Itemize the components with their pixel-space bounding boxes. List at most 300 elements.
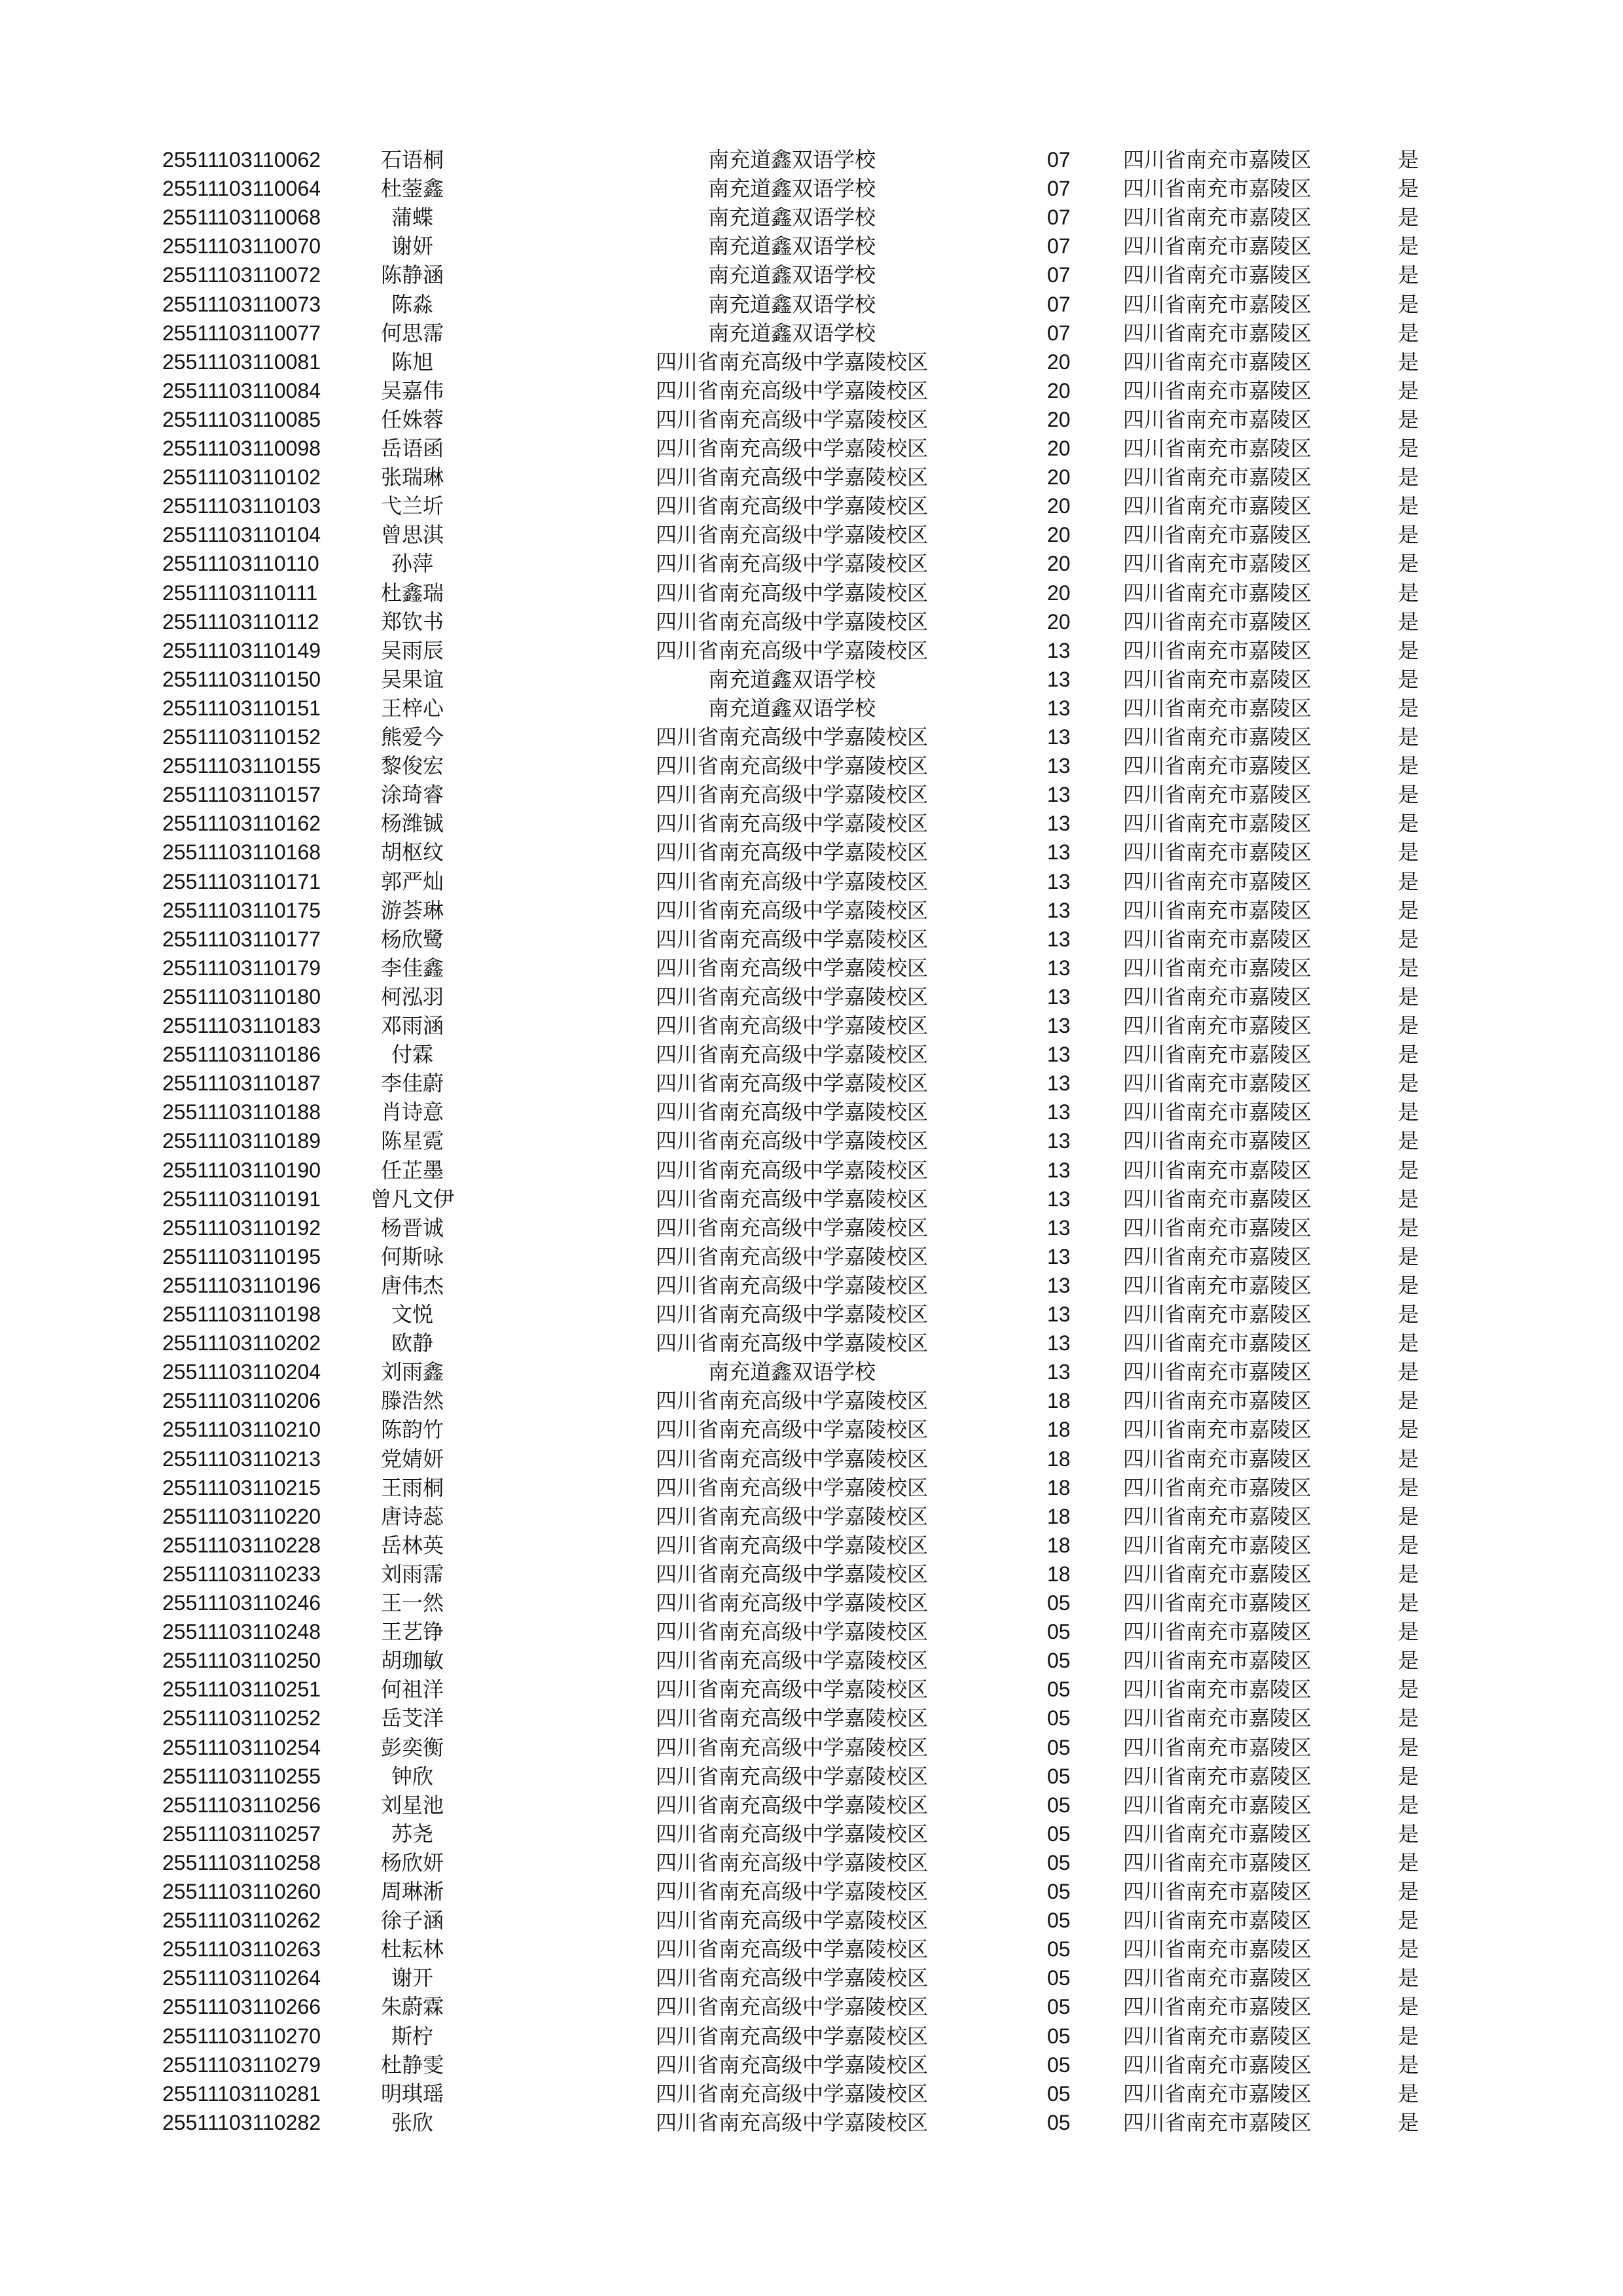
table-row (0, 492, 1623, 520)
student-name: 文悦 (391, 1302, 433, 1327)
class-code: 05 (1047, 1909, 1071, 1933)
table-row (0, 1300, 1623, 1329)
region: 四川省南充市嘉陵区 (1123, 2052, 1312, 2077)
region: 四川省南充市嘉陵区 (1123, 1302, 1312, 1327)
table-row (0, 1126, 1623, 1155)
class-code: 13 (1047, 1331, 1071, 1355)
class-code: 07 (1047, 321, 1071, 345)
student-id: 25511103110252 (162, 1706, 321, 1731)
class-code: 07 (1047, 206, 1071, 230)
student-name: 郭严灿 (380, 869, 444, 894)
region: 四川省南充市嘉陵区 (1123, 753, 1312, 779)
class-code: 05 (1047, 1793, 1071, 1817)
status-flag: 是 (1398, 725, 1419, 749)
student-id: 25511103110258 (162, 1850, 321, 1874)
region: 四川省南充市嘉陵区 (1123, 1994, 1312, 2020)
class-code: 13 (1047, 1071, 1071, 1096)
student-id: 25511103110151 (162, 696, 321, 720)
class-code: 13 (1047, 1129, 1071, 1153)
class-code: 13 (1047, 898, 1071, 922)
school-name: 四川省南充高级中学嘉陵校区 (655, 1042, 928, 1067)
school-name: 四川省南充高级中学嘉陵校区 (655, 493, 928, 519)
student-id: 25511103110220 (162, 1504, 321, 1528)
student-id: 25511103110215 (162, 1475, 321, 1499)
region: 四川省南充市嘉陵区 (1123, 349, 1312, 374)
school-name: 四川省南充高级中学嘉陵校区 (655, 1590, 928, 1615)
class-code: 05 (1047, 1620, 1071, 1644)
status-flag: 是 (1398, 493, 1419, 519)
table-row (0, 1906, 1623, 1935)
student-id: 25511103110191 (162, 1187, 321, 1211)
class-code: 20 (1047, 350, 1071, 374)
student-id: 25511103110266 (162, 1995, 321, 2019)
student-id: 25511103110233 (162, 1562, 321, 1586)
region: 四川省南充市嘉陵区 (1123, 1503, 1312, 1529)
region: 四川省南充市嘉陵区 (1123, 637, 1312, 663)
table-row (0, 954, 1623, 982)
class-code: 05 (1047, 2053, 1071, 2077)
school-name: 四川省南充高级中学嘉陵校区 (655, 465, 928, 490)
class-code: 05 (1047, 1677, 1071, 1702)
status-flag: 是 (1398, 1590, 1419, 1615)
class-code: 05 (1047, 1880, 1071, 1903)
class-code: 20 (1047, 581, 1071, 605)
school-name: 四川省南充高级中学嘉陵校区 (655, 1503, 928, 1529)
status-flag: 是 (1398, 1071, 1419, 1096)
school-name: 四川省南充高级中学嘉陵校区 (655, 984, 928, 1009)
table-row (0, 463, 1623, 492)
region: 四川省南充市嘉陵区 (1123, 984, 1312, 1009)
region: 四川省南充市嘉陵区 (1123, 897, 1312, 923)
school-name: 四川省南充高级中学嘉陵校区 (655, 1071, 928, 1096)
region: 四川省南充市嘉陵区 (1123, 609, 1312, 634)
status-flag: 是 (1398, 1763, 1419, 1789)
student-id: 25511103110177 (162, 927, 321, 951)
student-id: 25511103110175 (162, 898, 321, 922)
student-id: 25511103110077 (162, 321, 321, 345)
school-name: 四川省南充高级中学嘉陵校区 (655, 926, 928, 952)
student-name: 斯柠 (391, 2023, 433, 2049)
student-name: 付霖 (391, 1042, 433, 1067)
student-id: 25511103110206 (162, 1389, 321, 1413)
student-name: 石语桐 (380, 147, 444, 172)
student-name: 王一然 (380, 1590, 444, 1615)
student-name: 陈韵竹 (380, 1417, 444, 1443)
school-name: 四川省南充高级中学嘉陵校区 (655, 1215, 928, 1240)
region: 四川省南充市嘉陵区 (1123, 176, 1312, 202)
class-code: 05 (1047, 1764, 1071, 1788)
status-flag: 是 (1398, 2081, 1419, 2106)
table-row (0, 1386, 1623, 1415)
table-row (0, 1560, 1623, 1588)
school-name: 四川省南充高级中学嘉陵校区 (655, 1013, 928, 1038)
status-flag: 是 (1398, 291, 1419, 317)
student-name: 涂琦睿 (380, 782, 444, 808)
student-name: 杨欣妍 (380, 1850, 444, 1875)
status-flag: 是 (1398, 1821, 1419, 1846)
student-id: 25511103110282 (162, 2110, 321, 2134)
school-name: 四川省南充高级中学嘉陵校区 (655, 2109, 928, 2135)
student-id: 25511103110062 (162, 148, 321, 171)
school-name: 四川省南充高级中学嘉陵校区 (655, 378, 928, 403)
table-row (0, 1185, 1623, 1213)
region: 四川省南充市嘉陵区 (1123, 320, 1312, 346)
student-name: 杜鑫瑞 (380, 580, 444, 605)
region: 四川省南充市嘉陵区 (1123, 147, 1312, 172)
status-flag: 是 (1398, 753, 1419, 779)
class-code: 13 (1047, 1360, 1071, 1384)
class-code: 07 (1047, 234, 1071, 259)
student-name: 胡珈敏 (380, 1648, 444, 1674)
school-name: 四川省南充高级中学嘉陵校区 (655, 1532, 928, 1558)
status-flag: 是 (1398, 436, 1419, 461)
status-flag: 是 (1398, 205, 1419, 230)
class-code: 20 (1047, 378, 1071, 403)
status-flag: 是 (1398, 1561, 1419, 1587)
student-name: 弋兰圻 (380, 493, 444, 519)
status-flag: 是 (1398, 1417, 1419, 1443)
region: 四川省南充市嘉陵区 (1123, 551, 1312, 577)
table-row (0, 1791, 1623, 1820)
region: 四川省南充市嘉陵区 (1123, 1965, 1312, 1991)
class-code: 13 (1047, 1215, 1071, 1240)
student-name: 张瑞琳 (380, 465, 444, 490)
status-flag: 是 (1398, 1186, 1419, 1211)
class-code: 05 (1047, 1706, 1071, 1731)
student-name: 徐子涵 (380, 1908, 444, 1933)
class-code: 13 (1047, 869, 1071, 893)
table-row (0, 1242, 1623, 1271)
student-name: 刘雨霈 (380, 1561, 444, 1587)
student-id: 25511103110104 (162, 523, 321, 547)
status-flag: 是 (1398, 695, 1419, 721)
student-name: 谢开 (391, 1965, 433, 1991)
school-name: 四川省南充高级中学嘉陵校区 (655, 1417, 928, 1443)
status-flag: 是 (1398, 1677, 1419, 1702)
student-name: 欧静 (391, 1331, 433, 1356)
school-name: 四川省南充高级中学嘉陵校区 (655, 1677, 928, 1702)
table-row (0, 174, 1623, 203)
region: 四川省南充市嘉陵区 (1123, 666, 1312, 692)
class-code: 13 (1047, 638, 1071, 662)
student-name: 唐诗蕊 (380, 1503, 444, 1529)
school-name: 四川省南充高级中学嘉陵校区 (655, 1965, 928, 1991)
table-row (0, 1675, 1623, 1704)
student-name: 游荟琳 (380, 897, 444, 923)
class-code: 13 (1047, 1302, 1071, 1326)
school-name: 南充道鑫双语学校 (707, 291, 876, 317)
status-flag: 是 (1398, 637, 1419, 663)
student-name: 王雨桐 (380, 1475, 444, 1500)
class-code: 13 (1047, 812, 1071, 836)
student-name: 李佳蔚 (380, 1071, 444, 1096)
status-flag: 是 (1398, 1965, 1419, 1991)
class-code: 18 (1047, 1475, 1071, 1499)
status-flag: 是 (1398, 1359, 1419, 1385)
student-name: 何思霈 (380, 320, 444, 346)
student-id: 25511103110195 (162, 1244, 321, 1268)
student-name: 岳芠洋 (380, 1706, 444, 1731)
class-code: 13 (1047, 783, 1071, 807)
student-name: 李佳鑫 (380, 955, 444, 980)
student-id: 25511103110150 (162, 667, 321, 691)
student-name: 朱蔚霖 (380, 1994, 444, 2020)
status-flag: 是 (1398, 1648, 1419, 1674)
region: 四川省南充市嘉陵区 (1123, 2081, 1312, 2106)
region: 四川省南充市嘉陵区 (1123, 1388, 1312, 1414)
status-flag: 是 (1398, 1937, 1419, 1962)
student-name: 唐伟杰 (380, 1272, 444, 1298)
student-id: 25511103110246 (162, 1591, 321, 1615)
table-row (0, 694, 1623, 723)
school-name: 四川省南充高级中学嘉陵校区 (655, 2081, 928, 2106)
school-name: 四川省南充高级中学嘉陵校区 (655, 1908, 928, 1933)
class-code: 05 (1047, 1937, 1071, 1962)
student-id: 25511103110213 (162, 1446, 321, 1471)
region: 四川省南充市嘉陵区 (1123, 580, 1312, 605)
status-flag: 是 (1398, 1734, 1419, 1760)
student-id: 25511103110257 (162, 1821, 321, 1846)
status-flag: 是 (1398, 147, 1419, 172)
school-name: 四川省南充高级中学嘉陵校区 (655, 1446, 928, 1471)
region: 四川省南充市嘉陵区 (1123, 1331, 1312, 1356)
table-row (0, 2051, 1623, 2079)
status-flag: 是 (1398, 897, 1419, 923)
student-name: 曾凡文伊 (370, 1186, 454, 1211)
class-code: 13 (1047, 956, 1071, 980)
status-flag: 是 (1398, 1100, 1419, 1125)
status-flag: 是 (1398, 1879, 1419, 1904)
table-row (0, 1877, 1623, 1906)
region: 四川省南充市嘉陵区 (1123, 2023, 1312, 2049)
class-code: 13 (1047, 1244, 1071, 1268)
region: 四川省南充市嘉陵区 (1123, 262, 1312, 288)
class-code: 07 (1047, 292, 1071, 316)
region: 四川省南充市嘉陵区 (1123, 465, 1312, 490)
region: 四川省南充市嘉陵区 (1123, 406, 1312, 432)
status-flag: 是 (1398, 1042, 1419, 1067)
class-code: 18 (1047, 1446, 1071, 1471)
status-flag: 是 (1398, 1908, 1419, 1933)
student-id: 25511103110155 (162, 754, 321, 778)
class-code: 05 (1047, 1850, 1071, 1874)
class-code: 05 (1047, 2024, 1071, 2048)
table-row (0, 867, 1623, 896)
school-name: 四川省南充高级中学嘉陵校区 (655, 1879, 928, 1904)
student-name: 陈旭 (391, 349, 433, 374)
student-name: 任芷墨 (380, 1157, 444, 1183)
school-name: 四川省南充高级中学嘉陵校区 (655, 1792, 928, 1818)
table-row (0, 1444, 1623, 1473)
table-row (0, 232, 1623, 260)
student-id: 25511103110210 (162, 1418, 321, 1442)
student-name: 肖诗意 (380, 1100, 444, 1125)
student-id: 25511103110198 (162, 1302, 321, 1326)
student-id: 25511103110084 (162, 378, 321, 403)
student-id: 25511103110064 (162, 177, 321, 201)
student-id: 25511103110180 (162, 984, 321, 1009)
student-id: 25511103110202 (162, 1331, 321, 1355)
student-id: 25511103110085 (162, 407, 321, 431)
class-code: 05 (1047, 1995, 1071, 2019)
student-id: 25511103110251 (162, 1677, 321, 1702)
table-row (0, 925, 1623, 954)
table-row (0, 607, 1623, 636)
student-id: 25511103110254 (162, 1735, 321, 1759)
status-flag: 是 (1398, 1706, 1419, 1731)
table-row (0, 1704, 1623, 1732)
class-code: 07 (1047, 177, 1071, 201)
table-row (0, 665, 1623, 694)
student-name: 周琳淅 (380, 1879, 444, 1904)
table-row (0, 1733, 1623, 1762)
table-row (0, 1329, 1623, 1357)
student-name: 曾思淇 (380, 522, 444, 548)
school-name: 四川省南充高级中学嘉陵校区 (655, 1561, 928, 1587)
student-id: 25511103110102 (162, 465, 321, 490)
school-name: 四川省南充高级中学嘉陵校区 (655, 1850, 928, 1875)
class-code: 13 (1047, 1273, 1071, 1297)
student-id: 25511103110204 (162, 1360, 321, 1384)
school-name: 四川省南充高级中学嘉陵校区 (655, 1331, 928, 1356)
status-flag: 是 (1398, 1215, 1419, 1240)
table-row (0, 1588, 1623, 1617)
table-row (0, 1531, 1623, 1560)
student-name: 胡枢纹 (380, 840, 444, 865)
table-row (0, 1646, 1623, 1675)
status-flag: 是 (1398, 840, 1419, 865)
status-flag: 是 (1398, 234, 1419, 259)
table-row (0, 2022, 1623, 2051)
class-code: 13 (1047, 696, 1071, 720)
class-code: 13 (1047, 725, 1071, 749)
status-flag: 是 (1398, 580, 1419, 605)
student-id: 25511103110262 (162, 1909, 321, 1933)
region: 四川省南充市嘉陵区 (1123, 1706, 1312, 1731)
region: 四川省南充市嘉陵区 (1123, 1879, 1312, 1904)
class-code: 13 (1047, 1187, 1071, 1211)
status-flag: 是 (1398, 1446, 1419, 1471)
school-name: 四川省南充高级中学嘉陵校区 (655, 897, 928, 923)
class-code: 05 (1047, 1591, 1071, 1615)
school-name: 四川省南充高级中学嘉陵校区 (655, 1272, 928, 1298)
student-id: 25511103110264 (162, 1966, 321, 1990)
student-id: 25511103110162 (162, 812, 321, 836)
table-row (0, 1992, 1623, 2021)
school-name: 南充道鑫双语学校 (707, 666, 876, 692)
status-flag: 是 (1398, 1850, 1419, 1875)
table-row (0, 1762, 1623, 1791)
student-id: 25511103110279 (162, 2053, 321, 2077)
table-row (0, 809, 1623, 838)
student-name: 党婧妍 (380, 1446, 444, 1471)
student-name: 邓雨涵 (380, 1013, 444, 1038)
school-name: 南充道鑫双语学校 (707, 695, 876, 721)
school-name: 南充道鑫双语学校 (707, 234, 876, 259)
student-name: 岳林英 (380, 1532, 444, 1558)
table-row (0, 1271, 1623, 1300)
student-name: 彭奕衡 (380, 1734, 444, 1760)
table-row (0, 203, 1623, 232)
status-flag: 是 (1398, 869, 1419, 894)
student-id: 25511103110171 (162, 869, 321, 893)
region: 四川省南充市嘉陵区 (1123, 1417, 1312, 1443)
student-name: 王艺铮 (380, 1619, 444, 1645)
region: 四川省南充市嘉陵区 (1123, 436, 1312, 461)
student-name: 蒲蝶 (391, 205, 433, 230)
class-code: 13 (1047, 667, 1071, 691)
class-code: 05 (1047, 2110, 1071, 2134)
class-code: 20 (1047, 407, 1071, 431)
student-id: 25511103110157 (162, 783, 321, 807)
status-flag: 是 (1398, 1388, 1419, 1414)
school-name: 南充道鑫双语学校 (707, 205, 876, 230)
school-name: 四川省南充高级中学嘉陵校区 (655, 1619, 928, 1645)
school-name: 四川省南充高级中学嘉陵校区 (655, 406, 928, 432)
status-flag: 是 (1398, 1013, 1419, 1038)
class-code: 18 (1047, 1389, 1071, 1413)
student-id: 25511103110260 (162, 1880, 321, 1903)
school-name: 四川省南充高级中学嘉陵校区 (655, 1937, 928, 1962)
class-code: 05 (1047, 1649, 1071, 1673)
status-flag: 是 (1398, 609, 1419, 634)
table-row (0, 260, 1623, 289)
region: 四川省南充市嘉陵区 (1123, 1071, 1312, 1096)
student-name: 吴雨辰 (380, 637, 444, 663)
class-code: 18 (1047, 1418, 1071, 1442)
school-name: 四川省南充高级中学嘉陵校区 (655, 436, 928, 461)
region: 四川省南充市嘉陵区 (1123, 811, 1312, 836)
status-flag: 是 (1398, 522, 1419, 548)
student-id: 25511103110168 (162, 840, 321, 865)
student-name: 郑钦书 (380, 609, 444, 634)
school-name: 四川省南充高级中学嘉陵校区 (655, 753, 928, 779)
region: 四川省南充市嘉陵区 (1123, 493, 1312, 519)
status-flag: 是 (1398, 406, 1419, 432)
student-id: 25511103110179 (162, 956, 321, 980)
class-code: 13 (1047, 754, 1071, 778)
student-name: 陈淼 (391, 291, 433, 317)
region: 四川省南充市嘉陵区 (1123, 1937, 1312, 1962)
student-id: 25511103110188 (162, 1100, 321, 1124)
region: 四川省南充市嘉陵区 (1123, 2109, 1312, 2135)
student-id: 25511103110103 (162, 494, 321, 518)
status-flag: 是 (1398, 378, 1419, 403)
table-row (0, 1473, 1623, 1502)
status-flag: 是 (1398, 465, 1419, 490)
student-id: 25511103110255 (162, 1764, 321, 1788)
school-name: 四川省南充高级中学嘉陵校区 (655, 1994, 928, 2020)
class-code: 13 (1047, 1158, 1071, 1182)
region: 四川省南充市嘉陵区 (1123, 695, 1312, 721)
table-row (0, 896, 1623, 925)
table-row (0, 376, 1623, 405)
school-name: 四川省南充高级中学嘉陵校区 (655, 1388, 928, 1414)
class-code: 18 (1047, 1504, 1071, 1528)
school-name: 四川省南充高级中学嘉陵校区 (655, 811, 928, 836)
school-name: 四川省南充高级中学嘉陵校区 (655, 1706, 928, 1731)
student-id: 25511103110192 (162, 1215, 321, 1240)
student-id: 25511103110183 (162, 1014, 321, 1037)
table-row (0, 1820, 1623, 1848)
school-name: 四川省南充高级中学嘉陵校区 (655, 725, 928, 749)
student-id: 25511103110081 (162, 350, 321, 374)
table-row (0, 751, 1623, 780)
class-code: 05 (1047, 1735, 1071, 1759)
table-row (0, 405, 1623, 434)
status-flag: 是 (1398, 1994, 1419, 2020)
status-flag: 是 (1398, 1475, 1419, 1500)
